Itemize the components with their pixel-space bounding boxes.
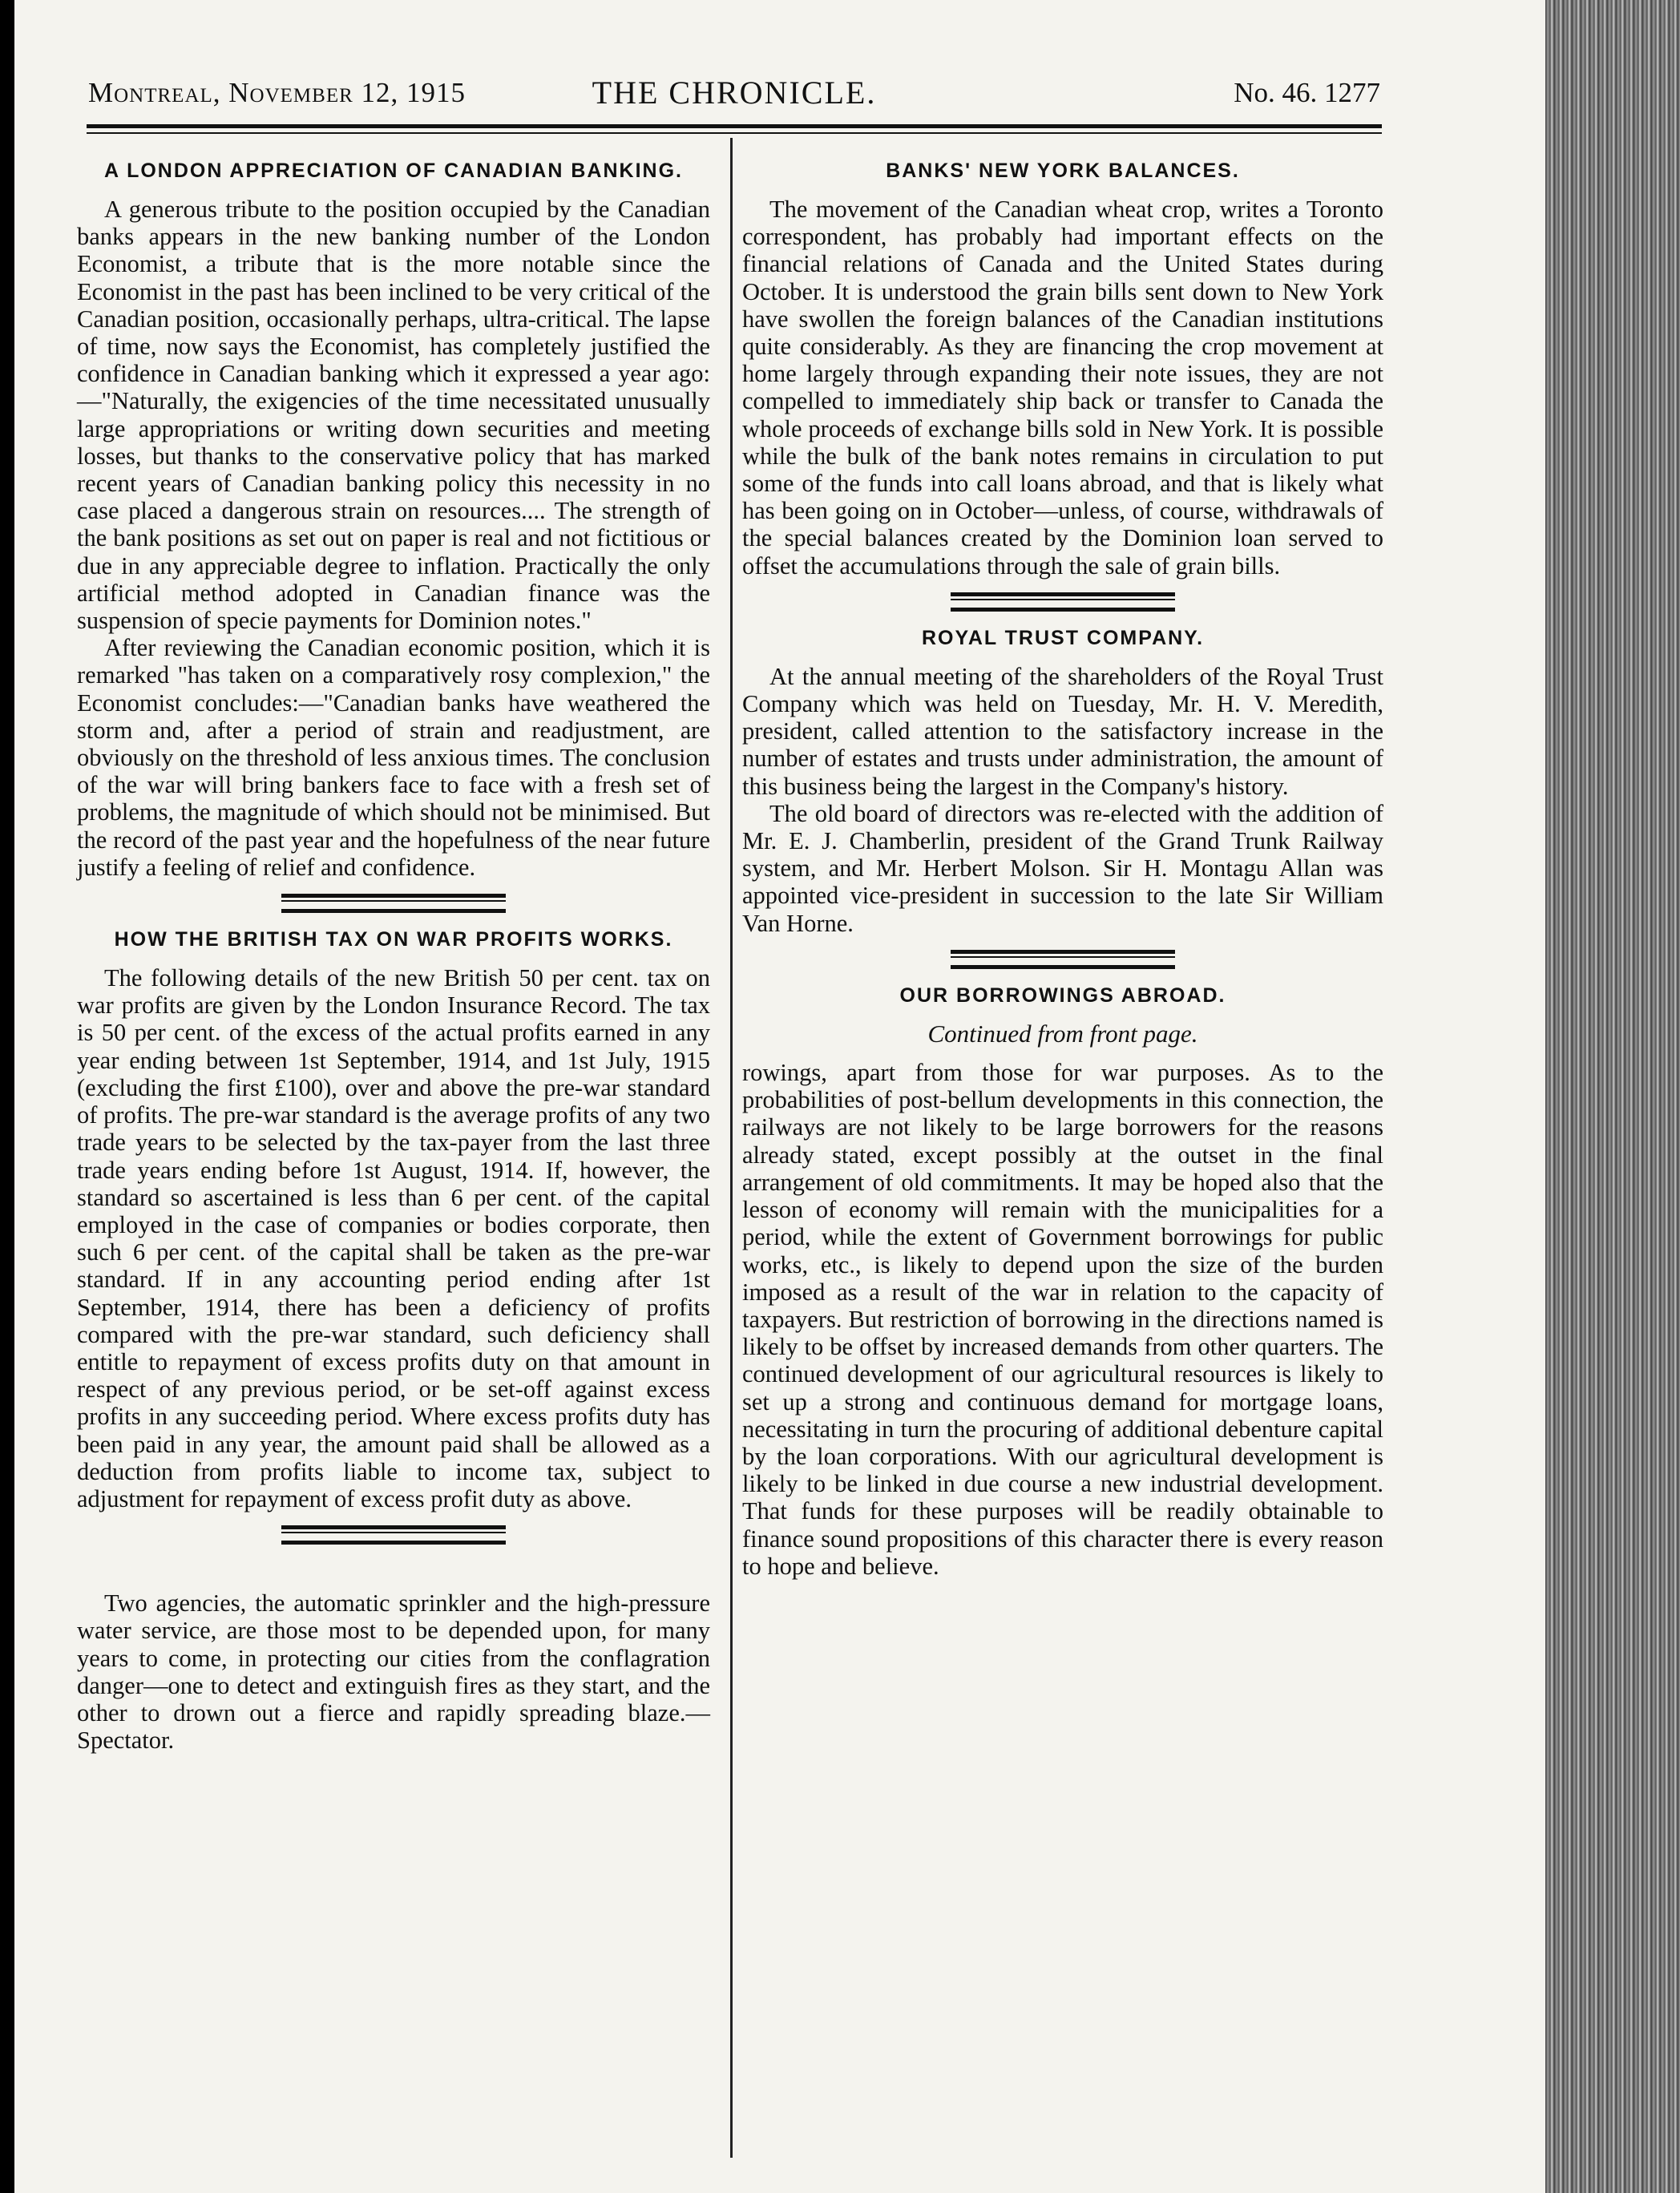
article-title-war-profits-tax: HOW THE BRITISH TAX ON WAR PROFITS WORKS. (114, 928, 673, 951)
header-rule (87, 124, 1382, 128)
column-divider (730, 138, 733, 2158)
article-separator (951, 592, 1175, 612)
article-continuation-note: Continued from front page. (927, 1019, 1198, 1048)
article-paragraph-sprinkler: Two agencies, the automatic sprinkler and the high-pressure water service, are those most to be depended upon, for many years to come, in protecting our cities from the conflagration danger—one to detect and extinguish fires as they start, and the other to drown out a fierce and rapidly spreading blaze.—Spectator. (77, 1589, 710, 1755)
spacer (77, 1557, 710, 1589)
article-title-banks-new-york-balances: BANKS' NEW YORK BALANCES. (886, 160, 1240, 182)
issue-and-page-number: No. 46. 1277 (1234, 77, 1380, 108)
page-header (88, 77, 1380, 117)
article-title-our-borrowings-abroad: OUR BORROWINGS ABROAD. (899, 983, 1226, 1007)
article-paragraph: After reviewing the Canadian economic position, which it is remarked "has taken on a comparatively rosy complexion," the Economist concludes:—"Canadian banks have weathered the storm and, after a period of strain and readjustment, are obviously on the threshold of less anxious times. The conclusion of the war will bring bankers face to face with a fresh set of problems, the magnitude of which should not be minimised. But the record of the past year and the hopefulness of the near future justify a feeling of relief and confidence. (77, 634, 710, 881)
article-separator (951, 950, 1175, 969)
article-paragraph: A generous tribute to the position occupied by the Canadian banks appears in the new banking number of the London Economist, a tribute that is the more notable since the Economist in the past has been inclined to be very critical of the Canadian position, occasionally perhaps, ultra-critical. The lapse of time, now says the Economist, has completely justified the confidence in Canadian banking which it expressed a year ago:—"Naturally, the exigencies of the time necessitated unusually large appropriations or writing down securities and meeting losses, but thanks to the conservative policy that has marked recent years of Canadian banking policy this necessity in no case placed a dangerous strain on resources.... The strength of the bank positions as set out on paper is real and not fictitious or due in any appreciable degree to inflation. Practically the only artificial method adopted in Canadian finance was the suspension of specie payments for Dominion notes." (77, 196, 710, 635)
header-dateline: Montreal, November 12, 1915 (88, 77, 466, 108)
article-title-royal-trust-company: ROYAL TRUST COMPANY. (921, 626, 1205, 649)
article-title-london-appreciation: A LONDON APPRECIATION OF CANADIAN BANKING. (104, 160, 683, 182)
publication-title: THE CHRONICLE. (592, 75, 877, 111)
left-column (77, 152, 710, 1754)
article-separator (281, 1525, 506, 1545)
article-separator (281, 894, 506, 913)
book-page-edges (1545, 0, 1680, 2193)
right-column (742, 152, 1383, 1580)
article-paragraph: rowings, apart from those for war purposes. As to the probabilities of post-bellum developments in this connection, the railways are not likely to be large borrowers for the reasons already stated, except possibly at the outset in the final arrangement of old commitments. It may be hoped also that the lesson of economy will remain with the municipalities for a period, while the extent of Government borrowings for public works, etc., is likely to depend upon the size of the burden imposed as a result of the war in relation to the capacity of taxpayers. But restriction of borrowing in the directions named is likely to be offset by increased demands from other quarters. The continued development of our agricultural resources is likely to set up a strong and continuous demand for mortgage loans, necessitating in turn the procuring of additional debenture capital by the loan corporations. With our agricultural development is likely to be linked in due course a new industrial development. That funds for these purposes will be readily obtainable to finance sound propositions of this character there is every reason to hope and believe. (742, 1059, 1383, 1580)
article-paragraph: The following details of the new British 50 per cent. tax on war profits are given by the London Insurance Record. The tax is 50 per cent. of the excess of the actual profits earned in any year ending between 1st September, 1914, and 1st July, 1915 (excluding the first £100), over and above the pre-war standard of profits. The pre-war standard is the average profits of any two trade years to be selected by the tax-payer from the last three trade years ending before 1st August, 1914. If, however, the standard so ascertained is less than 6 per cent. of the capital employed in the case of companies or bodies corporate, then such 6 per cent. of the capital shall be taken as the pre-war standard. If in any accounting period ending after 1st September, 1914, there has been a deficiency of profits compared with the pre-war standard, such deficiency shall entitle to repayment of excess profits duty on that amount in respect of any previous period, or be set-off against excess profits in any succeeding period. Where excess profits duty has been paid in any year, the amount paid shall be allowed as a deduction from profits liable to income tax, subject to adjustment for repayment of excess profit duty as above. (77, 964, 710, 1512)
article-paragraph: The movement of the Canadian wheat crop, writes a Toronto correspondent, has probably had important effects on the financial relations of Canada and the United States during October. It is understood the grain bills sent down to New York have swollen the foreign balances of the Canadian institutions quite considerably. As they are financing the crop movement at home largely through expanding their note issues, they are not compelled to immediately ship back or transfer to Canada the whole proceeds of exchange bills sold in New York. It is possible while the bulk of the bank notes remains in circulation to put some of the funds into call loans abroad, and that is likely what has been going on in October—unless, of course, withdrawals of the special balances created by the Dominion loan served to offset the accumulations through the sale of grain bills. (742, 196, 1383, 580)
header-rule-thin (87, 132, 1382, 134)
article-paragraph: At the annual meeting of the shareholders of the Royal Trust Company which was held on Tuesday, Mr. H. V. Meredith, president, called attention to the satisfactory increase in the number of estates and trusts under administration, the amount of this business being the largest in the Company's history. (742, 662, 1383, 800)
article-paragraph: The old board of directors was re-elected with the addition of Mr. E. J. Chamberlin, president of the Grand Trunk Railway system, and Mr. Herbert Molson. Sir H. Montagu Allan was appointed vice-president in succession to the late Sir William Van Horne. (742, 799, 1383, 937)
